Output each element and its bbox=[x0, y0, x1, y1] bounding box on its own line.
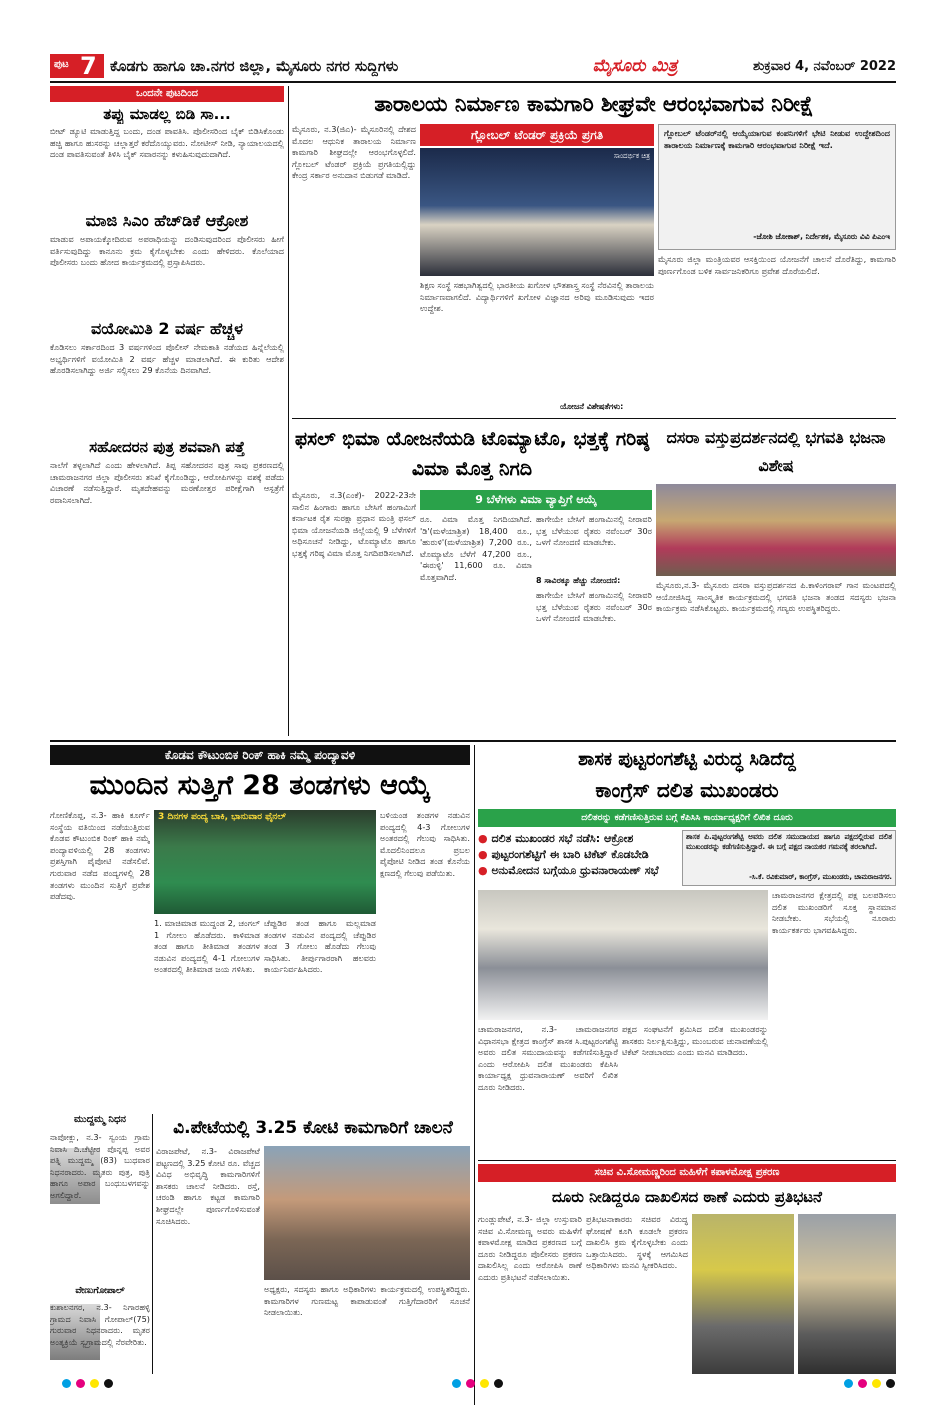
obituary-text-2: ಕುಶಾಲನಗರ, ನ.3- ನಿಗಾರಹಳ್ಳಿ ಗ್ರಾಮದ ನಿವಾಸಿ ಗೋಪಾಲ್(75) ಗುರುವಾರ ನಿಧನರಾದರು. ಮೃತರ ಅಂತ್ಯಕ್ರಿಯೆ ಸ್ವಗ್ರಾಮದಲ್ಲಿ ನೆರವೇರಿತು. bbox=[50, 1302, 150, 1347]
text-fasal-col2: ರೂ. ವಿಮಾ ಮೊತ್ತ ನಿಗದಿಯಾಗಿದೆ. 'ಡಿ'(ಮಳೆಯಾಶ್ರಿತ) 18,400 ರೂ., 'ಹುರುಳಿ'(ಮಳೆಯಾಶ್ರಿತ) 7,200 ರೂ., ಟೊಮ್ಯಾಟೊ ಬೆಳೆಗೆ 47,200 ರೂ., 'ಈರುಳ್ಳಿ' 11,600 ರೂ. ವಿಮಾ ಮೊತ್ತವಾಗಿದೆ. bbox=[420, 514, 532, 582]
obituary-text-1: ನಾಪೋಕ್ಲು, ನ.3- ಸ್ವಂಯ ಗ್ರಾಮ ನಿವಾಸಿ ದಿ.ಚೆಟ್ಟೀರ ಪೊನ್ನಪ್ಪ ಅವರ ಪತ್ನಿ ಮುದ್ದಮ್ಮ (83) ಬುಧವಾರ ನಿಧನರಾದರು. ಮೃತರು ಪುತ್ರ, ಪುತ್ರಿ ಹಾಗೂ ಅಪಾರ ಬಂಧುಬಳಗವನ್ನು ಅಗಲಿದ್ದಾರೆ. bbox=[50, 1132, 150, 1200]
headline-planetarium: ತಾರಾಲಯ ನಿರ್ಮಾಣ ಕಾಮಗಾರಿ ಶೀಘ್ರವೇ ಆರಂಭವಾಗುವ ನಿರೀಕ್ಷೆ bbox=[374, 92, 814, 116]
text-planetarium-col2: ಶಿಕ್ಷಣ ಸಂಸ್ಥೆ ಸಹಭಾಗಿತ್ವದಲ್ಲಿ ಭಾರತೀಯ ಖಗೋಳ ಭೌತಶಾಸ್ತ್ರ ಸಂಸ್ಥೆ ನೆರವಿನಲ್ಲಿ ತಾರಾಲಯ ನಿರ್ಮಾಣವಾಗಲಿದೆ. ವಿದ್ಯಾರ್ಥಿಗಳಿಗೆ ಖಗೋಳ ವಿಜ್ಞಾನದ ಅರಿವು ಮೂಡಿಸುವುದು ಇದರ ಉದ್ದೇಶ. bbox=[420, 280, 654, 314]
registration-dot bbox=[62, 1379, 71, 1388]
protest-rule bbox=[478, 1160, 896, 1161]
photo-protest-2 bbox=[798, 1214, 896, 1374]
quote-attr-congress: -ಸಿ.ಕೆ. ರವಿಕುಮಾರ್, ಕಾಂಗ್ರೆಸ್, ಮುಖಂಡರು, ಚಾಮರಾಜನಗರ. bbox=[749, 873, 892, 881]
obituary-title: ಮುದ್ದಮ್ಮ ನಿಧನ bbox=[74, 1114, 126, 1125]
headline-congress-2: ಕಾಂಗ್ರೆಸ್ ದಲಿತ ಮುಖಂಡರು bbox=[595, 778, 779, 802]
congress-bullet: ● ಅನುಮೋದನ ಬಗ್ಗೆಯೂ ಧ್ರುವನಾರಾಯಣ್ ಸಭೆ bbox=[478, 864, 678, 878]
text-planetarium-col1: ಮೈಸೂರು, ನ.3(ಜಿಎ)- ಮೈಸೂರಿನಲ್ಲಿ ದೇಶದ ಮೊದಲ ಆಧುನಿಕ ತಾರಾಲಯ ನಿರ್ಮಾಣ ಕಾಮಗಾರಿ ಶೀಘ್ರದಲ್ಲೇ ಆರಂಭಗೊಳ್ಳಲಿದೆ. ಗ್ಲೋಬಲ್ ಟೆಂಡರ್ ಪ್ರಕ್ರಿಯೆ ಪ್ರಗತಿಯಲ್ಲಿದ್ದು ಕೇಂದ್ರ ಸರ್ಕಾರ ಅನುದಾನ ಬಿಡುಗಡೆ ಮಾಡಿದೆ. bbox=[292, 124, 416, 181]
quote-congress: ಶಾಸಕ ಪಿ.ಪುಟ್ಟರಂಗಶೆಟ್ಟಿ ಅವರು ದಲಿತ ಸಮುದಾಯದ ಹಾಗೂ ಪಕ್ಷದಲ್ಲಿರುವ ದಲಿತ ಮುಖಂಡರನ್ನು ಕಡೆಗಣಿಸುತ್ತಿದ್ದಾರೆ. ಈ ಬಗ್ಗೆ ಪಕ್ಷದ ನಾಯಕರ ಗಮನಕ್ಕೆ ತರಲಾಗಿದೆ. bbox=[686, 832, 892, 851]
column-divider-3 bbox=[152, 1114, 153, 1374]
headline-tappu: ತಪ್ಪು ಮಾಡಲ್ಲ ಬಿಡಿ ಸಾ... bbox=[103, 105, 231, 123]
photo-caption-planetarium: ಸಾಂದರ್ಭಿಕ ಚಿತ್ರ bbox=[613, 152, 650, 160]
congress-bullets bbox=[478, 830, 678, 886]
text-protest: ಗುಂಡ್ಲುಪೇಟೆ, ನ.3- ಜಿಲ್ಲಾ ಉಸ್ತುವಾರಿ ಸಚಿವ ವಿ.ಸೋಮಣ್ಣ ಅವರು ಮಹಿಳೆಗೆ ಕಪಾಳಮೋಕ್ಷ ಮಾಡಿದ ಪ್ರಕರಣದ ಬಗ್ಗೆ ದೂರು ನೀಡಿದ್ದರೂ ಪೊಲೀಸರು ಪ್ರಕರಣ ದಾಖಲಿಸಿಲ್ಲ ಎಂದು ಆರೋಪಿಸಿ ಠಾಣೆ ಎದುರು ಪ್ರತಿಭಟನೆ ನಡೆಸಲಾಯಿತು. bbox=[478, 1214, 582, 1282]
registration-dot bbox=[466, 1379, 475, 1388]
text-dasara: ಮೈಸೂರು,ನ.3- ಮೈಸೂರು ದಸರಾ ವಸ್ತುಪ್ರದರ್ಶನದ ಪಿ.ಕಾಳಿಂಗರಾವ್ ಗಾನ ಮಂಟಪದಲ್ಲಿ ಆಯೋಜಿಸಿದ್ದ ಸಾಂಸ್ಕೃತಿಕ ಕಾರ್ಯಕ್ರಮದಲ್ಲಿ ಭಗವತಿ ಭಜನಾ ತಂಡದ ಸದಸ್ಯರು ಭಜನಾ ಕಾರ್ಯಕ್ರಮ ನಡೆಸಿಕೊಟ್ಟರು. ಕಾರ್ಯಕ್ರಮದಲ್ಲಿ ಗಣ್ಯರು ಉಪಸ್ಥಿತರಿದ್ದರು. bbox=[656, 580, 896, 614]
photo-congress bbox=[478, 890, 768, 1020]
registration-dot bbox=[886, 1379, 895, 1388]
headline-hockey: ಮುಂದಿನ ಸುತ್ತಿಗೆ 28 ತಂಡಗಳು ಆಯ್ಕೆ bbox=[89, 770, 431, 801]
quote-planetarium: ಗ್ಲೋಬಲ್ ಟೆಂಡರ್‌ನಲ್ಲಿ ಆಯ್ಕೆಯಾಗುವ ಕಂಪನಿಗಳಿಗೆ ಭೇಟಿ ನೀಡುವ ಉದ್ದೇಶದಿಂದ ತಾರಾಲಯ ನಿರ್ಮಾಣಕ್ಕೆ ಕಾಮಗಾರಿ ಆರಂಭವಾಗುವ ನಿರೀಕ್ಷೆ ಇದೆ. bbox=[664, 128, 890, 150]
headline-vpet: ವಿ.ಪೇಟೆಯಲ್ಲಿ 3.25 ಕೋಟಿ ಕಾಮಗಾರಿಗೆ ಚಾಲನೆ bbox=[173, 1118, 453, 1138]
text-fasal-col3b: ಹಾಗೇಯೇ ಬೇಸಿಗೆ ಹಂಗಾಮಿನಲ್ಲಿ ನೀರಾವರಿ ಭತ್ತ ಬೆಳೆಯುವ ರೈತರು ನವೆಂಬರ್ 30ರ ಒಳಗೆ ನೋಂದಣಿ ಮಾಡಬೇಕು. bbox=[536, 590, 652, 624]
text-tappu: ಬೀಟ್ ಡ್ಯೂಟಿ ಮಾಡುತ್ತಿದ್ದ ಬಂದು, ದಂಡ ಪಾವತಿಸಿ. ಪೊಲೀಸರಿಂದ ಬೈಕ್ ಬಿಡಿಸಿಕೊಂಡು ಹಚ್ಚಿ ಹಾಗೂ ಹುಸರನ್ನು ಚಲ್ಲಾತ್ತರೆ ಕರೆದೊಯ್ಯುವರು. ನೋಟೀಸ್ ನೀಡಿ, ನ್ಯಾಯಾಲಯದಲ್ಲಿ ದಂಡ ಪಾವತಿಸುವಂತೆ ತಿಳಿಸಿ ಬೈಕ್ ಸವಾರನನ್ನು ಕಳುಹಿಸುವುದುದಾಗಿದೆ. bbox=[50, 126, 284, 160]
headline-protest: ದೂರು ನೀಡಿದ್ದರೂ ದಾಖಲಿಸದ ಠಾಣೆ ಎದುರು ಪ್ರತಿಭಟನೆ bbox=[551, 1188, 822, 1206]
headline-age-limit: ವಯೋಮಿತಿ 2 ವರ್ಷ ಹೆಚ್ಚಳ bbox=[91, 319, 243, 338]
registration-dot bbox=[104, 1379, 113, 1388]
text-congress-body: ಚಾಮರಾಜನಗರ, ನ.3- ಚಾಮರಾಜನಗರ ವಿಧಾನಸಭಾ ಕ್ಷೇತ್ರದ ಕಾಂಗ್ರೆಸ್ ಶಾಸಕ ಸಿ.ಪುಟ್ಟರಂಗಶೆಟ್ಟಿ ಅವರು ದಲಿತ ಸಮುದಾಯವನ್ನು ಕಡೆಗಣಿಸುತ್ತಿದ್ದಾರೆ ಎಂದು ಆರೋಪಿಸಿ ದಲಿತ ಮುಖಂಡರು ಕೆಪಿಸಿಸಿ ಕಾರ್ಯಾಧ್ಯಕ್ಷ ಧ್ರುವನಾರಾಯಣ್ ಅವರಿಗೆ ಲಿಖಿತ ದೂರು ನೀಡಿದರು. bbox=[478, 1024, 618, 1092]
fasal-col3-head: 8 ಸಾವಿರಕ್ಕೂ ಹೆಚ್ಚು ನೋಂದಣಿ: bbox=[536, 576, 621, 585]
registration-dot bbox=[452, 1379, 461, 1388]
mid-rule bbox=[50, 740, 896, 742]
headline-congress-1: ಶಾಸಕ ಪುಟ್ಟರಂಗಶೆಟ್ಟಿ ವಿರುದ್ಧ ಸಿಡಿದೆದ್ದ bbox=[578, 749, 796, 770]
headline-hdk: ಮಾಜಿ ಸಿಎಂ ಹೆಚ್‌ಡಿಕೆ ಆಕ್ರೋಶ bbox=[85, 211, 249, 230]
headline-dasara: ದಸರಾ ವಸ್ತುಪ್ರದರ್ಶನದಲ್ಲಿ ಭಗವತಿ ಭಜನಾ ವಿಶೇಷ bbox=[666, 428, 886, 475]
text-nephew: ನಾಲೆಗೆ ತಳ್ಳಲಾಗಿದೆ ಎಂದು ಹೇಳಲಾಗಿದೆ. ತಿಪ್ಪ ಸಹೋದರನ ಪುತ್ರ ಸಾವು ಪ್ರಕರಣದಲ್ಲಿ ಚಾಮರಾಜನಗರ ಜಿಲ್ಲಾ ಪೊಲೀಸರು ತನಿಖೆ ಕೈಗೊಂಡಿದ್ದು, ಆರೋಪಿಗಳನ್ನು ವಶಕ್ಕೆ ಪಡೆದು ವಿಚಾರಣೆ ನಡೆಸುತ್ತಿದ್ದಾರೆ. ಮೃತದೇಹವನ್ನು ಮರಣೋತ್ತರ ಪರೀಕ್ಷೆಗಾಗಿ ಆಸ್ಪತ್ರೆಗೆ ರವಾನಿಸಲಾಗಿದೆ. bbox=[50, 460, 284, 505]
photo-planetarium bbox=[420, 148, 654, 276]
registration-dot bbox=[90, 1379, 99, 1388]
text-vpet-col2: ಅಧ್ಯಕ್ಷರು, ಸದಸ್ಯರು ಹಾಗೂ ಅಧಿಕಾರಿಗಳು ಕಾರ್ಯಕ್ರಮದಲ್ಲಿ ಉಪಸ್ಥಿತರಿದ್ದರು. ಕಾಮಗಾರಿಗಳ ಗುಣಮಟ್ಟ ಕಾಪಾಡುವಂತೆ ಗುತ್ತಿಗೆದಾರರಿಗೆ ಸೂಚನೆ ನೀಡಲಾಯಿತು. bbox=[264, 1284, 470, 1318]
text-congress-col2: ಪಕ್ಷದ ಸಂಘಟನೆಗೆ ಶ್ರಮಿಸಿದ ದಲಿತ ಮುಖಂಡರನ್ನು ಶಾಸಕರು ನಿರ್ಲಕ್ಷಿಸುತ್ತಿದ್ದು, ಮುಂಬರುವ ಚುನಾವಣೆಯಲ್ಲಿ ಟಿಕೆಟ್ ನೀಡಬಾರದು ಎಂದು ಮನವಿ ಮಾಡಿದರು. bbox=[622, 1024, 768, 1058]
subhead-planetarium: ಗ್ಲೋಬಲ್ ಟೆಂಡರ್ ಪ್ರಕ್ರಿಯೆ ಪ್ರಗತಿ bbox=[420, 124, 654, 146]
column-divider-1 bbox=[288, 86, 289, 736]
photo-protest-1 bbox=[692, 1214, 794, 1374]
registration-dot bbox=[480, 1379, 489, 1388]
text-hockey-col2: 1. ಮಾಚಿಮಾಡ ಮುದ್ದಂಡ 2, ಚಂಗಲ್ 1 ಗೋಲು ಹೊಡೆದರು. ಕಾಳಿಮಾಡ ತಂಡ ಹಾಗೂ ತೀತಿಮಾಡ ತಂಡಗಳ ನಡುವಿನ ಪಂದ್ಯದಲ್ಲಿ 4-1 ಗೋಲುಗಳ ಅಂತರದಲ್ಲಿ ತೀತಿಮಾಡ ಜಯ ಗಳಿಸಿತು. bbox=[154, 918, 260, 975]
photo-caption-hockey: 3 ದಿನಗಳ ಪಂದ್ಯ ಬಾಕಿ, ಭಾನುವಾರ ಫೈನಲ್ bbox=[158, 812, 286, 822]
text-vpet: ವಿರಾಜಪೇಟೆ, ನ.3- ವಿರಾಜಪೇಟೆ ಪಟ್ಟಣದಲ್ಲಿ 3.25 ಕೋಟಿ ರೂ. ವೆಚ್ಚದ ವಿವಿಧ ಅಭಿವೃದ್ಧಿ ಕಾಮಗಾರಿಗಳಿಗೆ ಶಾಸಕರು ಚಾಲನೆ ನೀಡಿದರು. ರಸ್ತೆ, ಚರಂಡಿ ಹಾಗೂ ಕಟ್ಟಡ ಕಾಮಗಾರಿ ಶೀಘ್ರದಲ್ಲೇ ಪೂರ್ಣಗೊಳಿಸುವಂತೆ ಸೂಚಿಸಿದರು. bbox=[156, 1146, 260, 1226]
congress-bullet: ● ದಲಿತ ಮುಖಂಡರ ಸಭೆ ನಡೆಸಿ: ಆಕ್ರೋಶ bbox=[478, 832, 678, 846]
page-number: 7 bbox=[80, 52, 97, 80]
kicker-protest: ಸಚಿವ ವಿ.ಸೋಮಣ್ಣರಿಂದ ಮಹಿಳೆಗೆ ಕಪಾಳಮೋಕ್ಷ ಪ್ರಕರಣ bbox=[478, 1164, 896, 1182]
kicker-hockey: ಕೊಡವ ಕೌಟುಂಬಿಕ ರಿಂಕ್ ಹಾಕಿ ನಮ್ಮೆ ಪಂದ್ಯಾವಳಿ bbox=[50, 745, 470, 765]
subhead-congress: ದಲಿತರನ್ನು ಕಡೆಗಣಿಸುತ್ತಿರುವ ಬಗ್ಗೆ ಕೆಪಿಸಿಸಿ ಕಾರ್ಯಾಧ್ಯಕ್ಷರಿಗೆ ಲಿಖಿತ ದೂರು bbox=[478, 809, 896, 827]
headline-nephew: ಸಹೋದರನ ಪುತ್ರ ಶವವಾಗಿ ಪತ್ತೆ bbox=[89, 438, 245, 456]
text-age-limit: ಕೊಡಿಸಲು ಸರ್ಕಾರದಿಂದ 3 ವರ್ಷಗಳಿಂದ ಪೊಲೀಸ್ ನೇಮಕಾತಿ ನಡೆಯದ ಹಿನ್ನೆಲೆಯಲ್ಲಿ ಅಭ್ಯರ್ಥಿಗಳಿಗೆ ವಯೋಮಿತಿ 2 ವರ್ಷ ಹೆಚ್ಚಳ ಮಾಡಲಾಗಿದೆ. ಈ ಕುರಿತು ಆದೇಶ ಹೊರಡಿಸಲಾಗಿದ್ದು ಅರ್ಜಿ ಸಲ್ಲಿಸಲು 29 ಕೊನೆಯ ದಿನವಾಗಿದೆ. bbox=[50, 342, 284, 376]
section-title: ಕೊಡಗು ಹಾಗೂ ಚಾ.ನಗರ ಜಿಲ್ಲಾ, ಮೈಸೂರು ನಗರ ಸುದ್ದಿಗಳು bbox=[110, 59, 399, 75]
yojane-label: ಯೋಜನೆ ವಿಶೇಷತೆಗಳು: bbox=[560, 402, 624, 411]
text-fasal-col3: ಹಾಗೇಯೇ ಬೇಸಿಗೆ ಹಂಗಾಮಿನಲ್ಲಿ ನೀರಾವರಿ ಭತ್ತ ಬೆಳೆಯುವ ರೈತರು ನವೆಂಬರ್ 30ರ ಒಳಗೆ ನೋಂದಣಿ ಮಾಡಬೇಕು. bbox=[536, 514, 652, 548]
column-divider-2 bbox=[474, 745, 475, 1405]
text-protest-col2: ಪ್ರತಿಭಟನಾಕಾರರು ಸಚಿವರ ವಿರುದ್ಧ ಘೋಷಣೆ ಕೂಗಿ ಕೂಡಲೇ ಪ್ರಕರಣ ದಾಖಲಿಸಿ ಕ್ರಮ ಕೈಗೊಳ್ಳಬೇಕು ಎಂದು ಒತ್ತಾಯಿಸಿದರು. ಸ್ಥಳಕ್ಕೆ ಆಗಮಿಸಿದ ಅಧಿಕಾರಿಗಳು ಮನವಿ ಸ್ವೀಕರಿಸಿದರು. bbox=[586, 1214, 688, 1271]
text-hockey-col3: ಚೆಪ್ಪುಡಿರ ತಂಡ ಹಾಗೂ ಮಲ್ಲಮಾಡ ತಂಡಗಳ ನಡುವಿನ ಪಂದ್ಯದಲ್ಲಿ ಚೆಪ್ಪುಡಿರ ತಂಡ 3 ಗೋಲು ಹೊಡೆದು ಗೆಲುವು ಸಾಧಿಸಿತು. ತೀರ್ಪುಗಾರರಾಗಿ ಹಲವರು ಕಾರ್ಯನಿರ್ವಹಿಸಿದರು. bbox=[264, 918, 376, 975]
planetarium-rule bbox=[292, 418, 896, 419]
text-hdk: ಮಾಡುವ ಅಪಾಯಕ್ಕೋದಿರುವ ಅಪರಾಧಿಯನ್ನು ದಂಡಿಸುವುದರಿಂದ ಪೊಲೀಸರು ಹೀಗೆ ವರ್ತಿಸುವುದಿದ್ದು ಕಾನೂನು ಕ್ರಮ ಕೈಗೊಳ್ಳಬೇಕು ಎಂದು ಹೇಳಿದರು. ಕೊಲೆಯಾದ ಪೊಲೀಸರು ಬಂದು ಹೋದ ಕಾರ್ಯಕ್ರಮದಲ್ಲಿ ಪ್ರಸ್ತಾಪಿಸಿದರು. bbox=[50, 234, 284, 268]
text-planetarium-col3: ಮೈಸೂರು ಜಿಲ್ಲಾ ಮಂತ್ರಿಯವರ ಆಸಕ್ತಿಯಿಂದ ಯೋಜನೆಗೆ ಚಾಲನೆ ದೊರೆತಿದ್ದು, ಕಾಮಗಾರಿ ಪೂರ್ಣಗೊಂಡ ಬಳಿಕ ಸಾರ್ವಜನಿಕರಿಗೂ ಪ್ರವೇಶ ದೊರೆಯಲಿದೆ. bbox=[658, 254, 896, 276]
congress-bullet: ● ಪುಟ್ಟರಂಗಶೆಟ್ಟಿಗೆ ಈ ಬಾರಿ ಟಿಕೆಟ್ ಕೊಡಬೇಡಿ bbox=[478, 848, 678, 862]
subhead-fasal: 9 ಬೆಳೆಗಳು ವಿಮಾ ವ್ಯಾಪ್ತಿಗೆ ಆಯ್ಕೆ bbox=[420, 490, 652, 510]
page-label: ಪುಟ bbox=[54, 59, 69, 70]
text-congress-col3: ಚಾಮರಾಜನಗರ ಕ್ಷೇತ್ರದಲ್ಲಿ ಪಕ್ಷ ಬಲಪಡಿಸಲು ದಲಿತ ಮುಖಂಡರಿಗೆ ಸೂಕ್ತ ಸ್ಥಾನಮಾನ ನೀಡಬೇಕು. ಸಭೆಯಲ್ಲಿ ನೂರಾರು ಕಾರ್ಯಕರ್ತರು ಭಾಗವಹಿಸಿದ್ದರು. bbox=[772, 890, 896, 935]
registration-dot bbox=[858, 1379, 867, 1388]
photo-vpet bbox=[264, 1146, 470, 1280]
text-hockey-col4: ಬಳಿಯಂಡ ತಂಡಗಳ ನಡುವಿನ ಪಂದ್ಯದಲ್ಲಿ 4-3 ಗೋಲುಗಳ ಅಂತರದಲ್ಲಿ ಗೆಲುವು ಸಾಧಿಸಿತು. ಮೊದಲಿನಿಂದಲೂ ಪ್ರಬಲ ಪೈಪೋಟಿ ನೀಡಿದ ತಂಡ ಕೊನೆಯ ಕ್ಷಣದಲ್ಲಿ ಗೆಲುವು ಪಡೆಯಿತು. bbox=[380, 810, 470, 878]
header-rule bbox=[50, 81, 896, 83]
text-fasal-col1: ಮೈಸೂರು, ನ.3(ಎಂಕೆ)- 2022-23ನೇ ಸಾಲಿನ ಹಿಂಗಾರು ಹಾಗೂ ಬೇಸಿಗೆ ಹಂಗಾಮಿಗೆ ಕರ್ನಾಟಕ ರೈತ ಸುರಕ್ಷಾ ಪ್ರಧಾನ ಮಂತ್ರಿ ಫಸಲ್ ಭಿಮಾ ಯೋಜನೆಯಡಿ ಜಿಲ್ಲೆಯಲ್ಲಿ 9 ಬೆಳೆಗಳಿಗೆ ಅಧಿಸೂಚನೆ ನೀಡಿದ್ದು, ಟೊಮ್ಯಾಟೊ ಹಾಗೂ ಭತ್ತಕ್ಕೆ ಗರಿಷ್ಠ ವಿಮಾ ಮೊತ್ತ ನಿಗದಿಪಡಿಸಲಾಗಿದೆ. bbox=[292, 490, 416, 558]
registration-dot bbox=[494, 1379, 503, 1388]
registration-dot bbox=[76, 1379, 85, 1388]
obituary-title-2: ವೇಣುಗೋಪಾಲ್ bbox=[75, 1286, 125, 1296]
quote-attr-planetarium: -ಜೋಶಿ ಜೋಕಾಶ್, ನಿರ್ದೇಶಕ, ಮೈಸೂರು ವಿವಿ ಪಿಎಂಇ bbox=[753, 232, 890, 241]
kicker-front-page: ಒಂದನೇ ಪುಟದಿಂದ bbox=[50, 86, 284, 102]
masthead-logo: ಮೈಸೂರು ಮಿತ್ರ bbox=[592, 56, 678, 76]
registration-dot bbox=[844, 1379, 853, 1388]
registration-dot bbox=[872, 1379, 881, 1388]
text-hockey-col1: ಗೋಣಿಕೊಪ್ಪ, ನ.3- ಹಾಕಿ ಕೂರ್ಗ್ ಸಂಸ್ಥೆಯ ವತಿಯಿಂದ ನಡೆಯುತ್ತಿರುವ ಕೊಡವ ಕೌಟುಂಬಿಕ ರಿಂಕ್ ಹಾಕಿ ನಮ್ಮೆ ಪಂದ್ಯಾವಳಿಯಲ್ಲಿ 28 ತಂಡಗಳು ಪ್ರಶಸ್ತಿಗಾಗಿ ಪೈಪೋಟಿ ನಡೆಸಲಿವೆ. ಗುರುವಾರ ನಡೆದ ಪಂದ್ಯಗಳಲ್ಲಿ 28 ತಂಡಗಳು ಮುಂದಿನ ಸುತ್ತಿಗೆ ಪ್ರವೇಶ ಪಡೆದವು. bbox=[50, 810, 150, 902]
issue-date: ಶುಕ್ರವಾರ 4, ನವೆಂಬರ್ 2022 bbox=[753, 59, 896, 74]
photo-dasara bbox=[656, 484, 896, 576]
headline-fasal: ಫಸಲ್ ಭಿಮಾ ಯೋಜನೆಯಡಿ ಟೊಮ್ಯಾಟೊ, ಭತ್ತಕ್ಕೆ ಗರಿಷ್ಠ ವಿಮಾ ಮೊತ್ತ ನಿಗದಿ bbox=[294, 428, 650, 480]
